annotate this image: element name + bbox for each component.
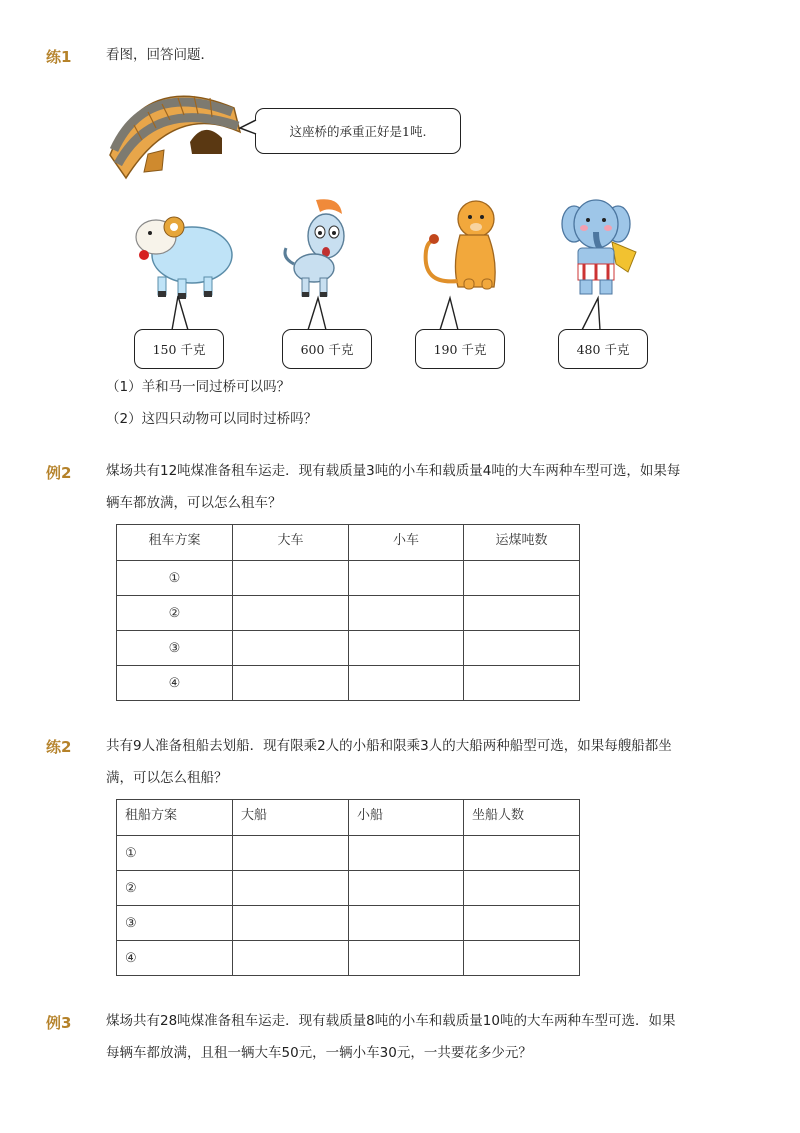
exercise-tag-1: 练1 [46,48,72,66]
answer-cell[interactable] [349,631,464,666]
table-header: 运煤吨数 [464,525,580,561]
answer-cell[interactable] [349,596,464,631]
answer-cell[interactable] [349,871,464,906]
answer-cell[interactable] [233,561,349,596]
weight-bubble-lion [415,329,505,369]
table-row [117,906,580,941]
table-header: 大车 [233,525,349,561]
table-row [117,631,580,666]
table-row [117,561,580,596]
answer-cell[interactable] [464,836,580,871]
table-header: 大船 [233,800,349,836]
exercise-2-line-2: 辆车都放满，可以怎么租车？ [106,495,282,511]
weight-bubble-elephant [558,329,648,369]
answer-cell[interactable] [233,631,349,666]
table-header: 租船方案 [117,800,233,836]
answer-cell[interactable] [233,906,349,941]
plan-number: ④ [117,941,233,976]
weight-label: 600 千克 [300,342,354,357]
plan-number: ① [117,561,233,596]
weight-label: 150 千克 [152,342,206,357]
boat-rental-table [116,799,580,976]
plan-number: ③ [117,906,233,941]
table-row [117,596,580,631]
exercise-3-line-2: 满，可以怎么租船？ [106,770,228,786]
plan-number: ④ [117,666,233,701]
question-1: （1）羊和马一同过桥可以吗？ [106,379,291,395]
table-header-row [117,800,580,836]
car-rental-table [116,524,580,701]
answer-cell[interactable] [349,836,464,871]
answer-cell[interactable] [464,596,580,631]
plan-number: ① [117,836,233,871]
weight-bubble-donkey [282,329,372,369]
bridge-speech-text: 这座桥的承重正好是1吨. [289,124,427,139]
table-row [117,666,580,701]
weight-label: 480 千克 [576,342,630,357]
table-header: 租车方案 [117,525,233,561]
exercise-tag-3: 练2 [46,738,72,756]
exercise-1-prompt: 看图，回答问题． [106,47,214,63]
answer-cell[interactable] [349,941,464,976]
table-row [117,871,580,906]
table-header: 坐船人数 [464,800,580,836]
answer-cell[interactable] [349,906,464,941]
question-2: （2）这四只动物可以同时过桥吗？ [106,411,318,427]
weight-bubble-sheep [134,329,224,369]
answer-cell[interactable] [233,836,349,871]
answer-cell[interactable] [464,871,580,906]
answer-cell[interactable] [464,941,580,976]
answer-cell[interactable] [233,596,349,631]
exercise-4-line-1: 煤场共有28吨煤准备租车运走．现有载质量8吨的小车和载质量10吨的大车两种车型可选．如果 [106,1013,676,1029]
table-header: 小车 [349,525,464,561]
table-row [117,941,580,976]
plan-number: ② [117,871,233,906]
exercise-tag-2: 例2 [46,464,72,482]
weight-label: 190 千克 [433,342,487,357]
answer-cell[interactable] [233,871,349,906]
table-header: 小船 [349,800,464,836]
exercise-tag-4: 例3 [46,1014,72,1032]
answer-cell[interactable] [464,906,580,941]
plan-number: ② [117,596,233,631]
exercise-2-line-1: 煤场共有12吨煤准备租车运走．现有载质量3吨的小车和载质量4吨的大车两种车型可选，如果每 [106,463,681,479]
answer-cell[interactable] [349,561,464,596]
table-header-row [117,525,580,561]
answer-cell[interactable] [233,941,349,976]
answer-cell[interactable] [464,561,580,596]
table-row [117,836,580,871]
exercise-3-line-1: 共有9人准备租船去划船．现有限乘2人的小船和限乘3人的大船两种船型可选，如果每艘船都坐 [106,738,672,754]
weight-bubble-tails [0,0,800,340]
answer-cell[interactable] [464,666,580,701]
exercise-4-line-2: 每辆车都放满，且租一辆大车50元，一辆小车30元，一共要花多少元？ [106,1045,532,1061]
answer-cell[interactable] [233,666,349,701]
plan-number: ③ [117,631,233,666]
answer-cell[interactable] [464,631,580,666]
answer-cell[interactable] [349,666,464,701]
